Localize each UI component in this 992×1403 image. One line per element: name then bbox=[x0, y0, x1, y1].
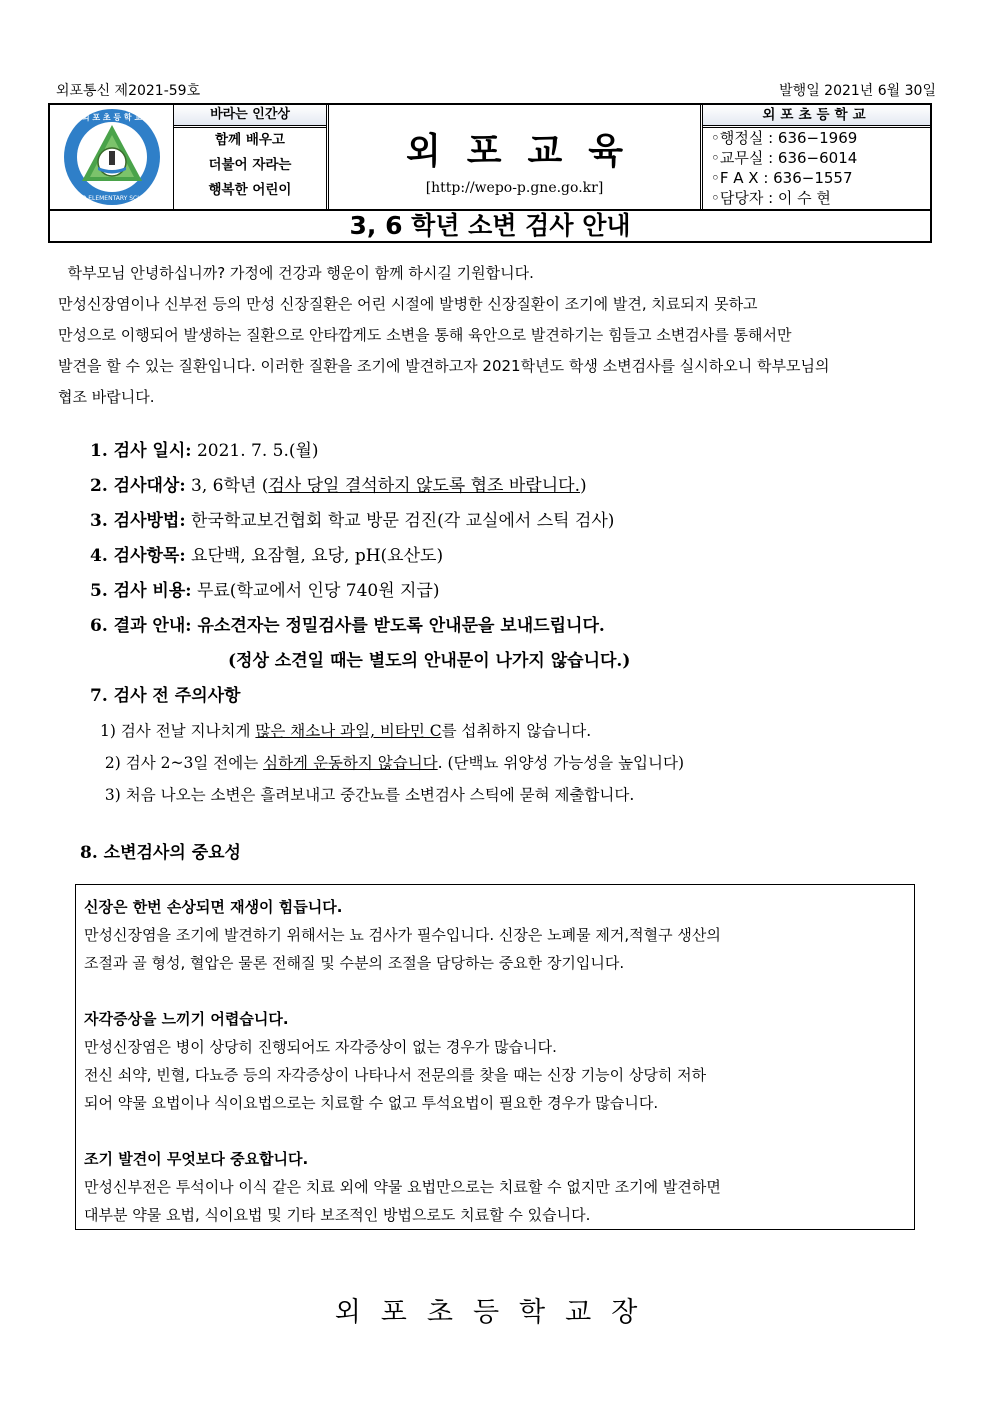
item-value: 요단백, 요잠혈, 요당, pH(요산도) bbox=[185, 546, 444, 566]
section-importance-title: 8. 소변검사의 중요성 bbox=[80, 843, 241, 863]
list-item-tests bbox=[90, 539, 930, 574]
list-item-cost bbox=[90, 574, 930, 609]
item-value: 무료(학교에서 인당 740원 지급) bbox=[191, 581, 440, 601]
contact-cell bbox=[703, 105, 930, 209]
info-list bbox=[90, 434, 930, 714]
svg-text:외 포 초 등 학 교: 외 포 초 등 학 교 bbox=[81, 113, 142, 122]
intro-line: 만성신장염이나 신부전 등의 만성 신장질환은 어린 시절에 발병한 신장질환이 조기에 발견, 치료되지 못하고 bbox=[58, 295, 758, 313]
caution-text: 1) 검사 전날 지나치게 bbox=[100, 722, 256, 740]
masthead bbox=[48, 103, 932, 243]
motto-cell bbox=[174, 105, 329, 209]
page-title: 3, 6 학년 소변 검사 안내 bbox=[50, 209, 930, 241]
contact-admin: ◦행정실 : 636−1969 bbox=[711, 129, 858, 147]
principal-signature: 외포초등학교장 bbox=[334, 1297, 658, 1328]
list-item-result bbox=[90, 609, 930, 644]
intro-line: 만성으로 이행되어 발생하는 질환으로 안타깝게도 소변을 통해 육안으로 발견하기는 힘들고 소변검사를 통해서만 bbox=[58, 326, 792, 344]
importance-text: 만성신부전은 투석이나 이식 같은 치료 외에 약물 요법만으로는 치료할 수 없지만 조기에 발견하면 bbox=[84, 1178, 721, 1196]
item-label: 4. 검사항목: bbox=[90, 546, 186, 566]
item-value: 2021. 7. 5.(월) bbox=[191, 441, 319, 461]
item-value: 유소견자는 정밀검사를 받도록 안내문을 보내드립니다. bbox=[191, 616, 605, 636]
school-url[interactable]: [http://wepo-p.gne.go.kr] bbox=[425, 180, 604, 196]
newsletter-title: 외포교육 bbox=[405, 130, 650, 172]
importance-heading: 자각증상을 느끼기 어렵습니다. bbox=[84, 1010, 289, 1028]
title-cell bbox=[329, 105, 703, 209]
school-emblem-icon bbox=[62, 107, 162, 207]
caution-item bbox=[100, 715, 684, 747]
spacer bbox=[84, 1117, 906, 1145]
list-item-target bbox=[90, 469, 930, 504]
importance-text: 만성신장염은 병이 상당히 진행되어도 자각증상이 없는 경우가 많습니다. bbox=[84, 1038, 557, 1056]
svg-text:OEPO ELEMENTARY SCHOOL: OEPO ELEMENTARY SCHOOL bbox=[68, 195, 155, 202]
importance-text: 되어 약물 요법이나 식이요법으로는 치료할 수 없고 투석요법이 필요한 경우가 많습니다. bbox=[84, 1094, 659, 1112]
contact-academic: ◦교무실 : 636−6014 bbox=[711, 149, 858, 167]
motto-title: 바라는 인간상 bbox=[174, 105, 326, 128]
caution-emphasis: 많은 채소나 과일, 비타민 C bbox=[255, 722, 442, 740]
caution-item bbox=[100, 779, 684, 811]
list-item-date bbox=[90, 434, 930, 469]
item-label: 5. 검사 비용: bbox=[90, 581, 192, 601]
importance-box bbox=[75, 884, 915, 1230]
intro-line: 학부모님 안녕하십니까? 가정에 건강과 행운이 함께 하시길 기원합니다. bbox=[58, 264, 534, 282]
motto-line: 행복한 어린이 bbox=[208, 182, 292, 198]
result-note: (정상 소견일 때는 별도의 안내문이 나가지 않습니다.) bbox=[228, 651, 631, 671]
contact-fax: ◦F A X : 636−1557 bbox=[711, 169, 853, 187]
issue-date: 발행일 2021년 6월 30일 bbox=[779, 83, 936, 99]
caution-text: 2) 검사 2~3일 전에는 bbox=[100, 754, 264, 772]
motto-line: 더불어 자라는 bbox=[208, 157, 292, 173]
item-label: 2. 검사대상: bbox=[90, 476, 186, 496]
importance-text: 만성신장염을 조기에 발견하기 위해서는 뇨 검사가 필수입니다. 신장은 노폐물 제거,적혈구 생산의 bbox=[84, 926, 721, 944]
caution-list bbox=[100, 715, 684, 811]
importance-text: 조절과 골 형성, 혈압은 물론 전해질 및 수분의 조절을 담당하는 중요한 장기입니다. bbox=[84, 954, 625, 972]
intro-paragraph bbox=[58, 258, 938, 413]
spacer bbox=[84, 977, 906, 1005]
logo-cell bbox=[50, 105, 174, 209]
intro-line: 협조 바랍니다. bbox=[58, 388, 155, 406]
importance-heading: 조기 발견이 무엇보다 중요합니다. bbox=[84, 1150, 309, 1168]
item-label: 6. 결과 안내: bbox=[90, 616, 192, 636]
list-item-cautions-title: 7. 검사 전 주의사항 bbox=[90, 686, 241, 706]
item-value: 한국학교보건협회 학교 방문 검진(각 교실에서 스틱 검사) bbox=[185, 511, 615, 531]
issue-number: 외포통신 제2021-59호 bbox=[56, 83, 201, 99]
contact-person: ◦담당자 : 이 수 현 bbox=[711, 189, 831, 207]
intro-line: 발견을 할 수 있는 질환입니다. 이러한 질환을 조기에 발견하고자 2021학년도 학생 소변검사를 실시하오니 학부모님의 bbox=[58, 357, 830, 375]
list-item-method bbox=[90, 504, 930, 539]
item-value: 3, 6학년 ( bbox=[185, 476, 269, 496]
importance-text: 대부분 약물 요법, 식이요법 및 기타 보조적인 방법으로도 치료할 수 있습니다. bbox=[84, 1206, 591, 1224]
caution-text: 를 섭취하지 않습니다. bbox=[441, 722, 592, 740]
motto-line: 함께 배우고 bbox=[215, 132, 285, 148]
item-label: 3. 검사방법: bbox=[90, 511, 186, 531]
item-value-after: ) bbox=[579, 476, 587, 496]
caution-text: 3) 처음 나오는 소변은 흘려보내고 중간뇨를 소변검사 스틱에 묻혀 제출합니다. bbox=[100, 786, 635, 804]
importance-heading: 신장은 한번 손상되면 재생이 힘듭니다. bbox=[84, 898, 343, 916]
caution-emphasis: 심하게 운동하지 않습니다 bbox=[263, 754, 438, 772]
item-label: 1. 검사 일시: bbox=[90, 441, 192, 461]
caution-text: . (단백뇨 위양성 가능성을 높입니다) bbox=[437, 754, 685, 772]
caution-item bbox=[100, 747, 684, 779]
school-name: 외포초등학교 bbox=[703, 105, 930, 128]
item-underline-note: 검사 당일 결석하지 않도록 협조 바랍니다. bbox=[268, 476, 580, 496]
importance-text: 전신 쇠약, 빈혈, 다뇨증 등의 자각증상이 나타나서 전문의를 찾을 때는 신장 기능이 상당히 저하 bbox=[84, 1066, 707, 1084]
